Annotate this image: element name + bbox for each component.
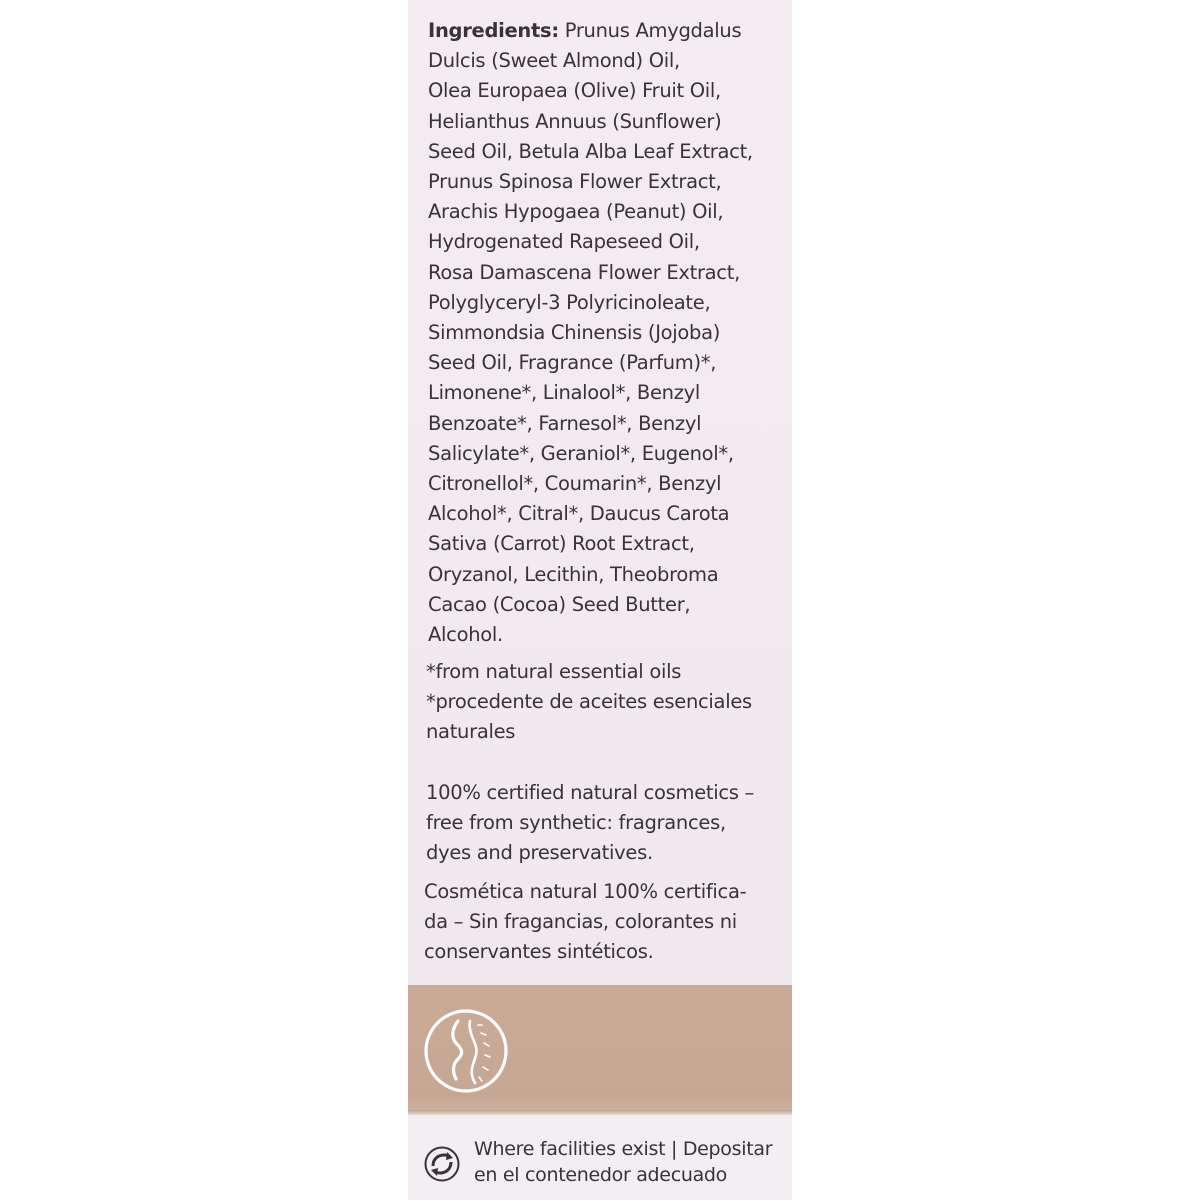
certification-text-en: 100% certified natural cosmetics – free from synthetic: fragrances, dyes and preservatives. xyxy=(426,781,754,865)
ingredients-list xyxy=(428,16,778,650)
certification-text-es: Cosmética natural 100% certifica- da – Sin fragancias, colorantes ni conservantes sintéticos. xyxy=(424,880,747,964)
essential-oils-footnote: *from natural essential oils *procedente de aceites esenciales naturales xyxy=(426,660,752,744)
ingredients-label: Ingredients: xyxy=(428,19,559,42)
ingredients-text: Prunus Amygdalus Dulcis (Sweet Almond) Oil, Olea Europaea (Olive) Fruit Oil, Helianthus Annuus (Sunflower) Seed Oil, Betula Alba Leaf Extract, Prunus Spinosa Flower Extract, Arachis Hypogaea (Peanut) Oil, Hydrogenated Rapeseed Oil, Rosa Damascena Flower Extract, Polyglyceryl-3 Polyricinoleate, Simmondsia Chinensis (Jojoba) Seed Oil, Fragrance (Parfum)*, Limonene*, Linalool*, Benzyl Benzoate*, Farnesol*, Benzyl Salicylate*, Geraniol*, Eugenol*, Citronellol*, Coumarin*, Benzyl Alcohol*, Citral*, Daucus Carota Sativa (Carrot) Root Extract, Oryzanol, Lecithin, Theobroma Cacao (Cocoa) Seed Butter, Alcohol. xyxy=(428,19,753,647)
body-care-symbol-icon xyxy=(418,1003,514,1099)
recycle-arrows-icon xyxy=(424,1146,460,1182)
recycling-text: Where facilities exist | Depositar en el contenedor adecuado xyxy=(474,1138,773,1186)
box-side-panel xyxy=(408,0,792,1200)
